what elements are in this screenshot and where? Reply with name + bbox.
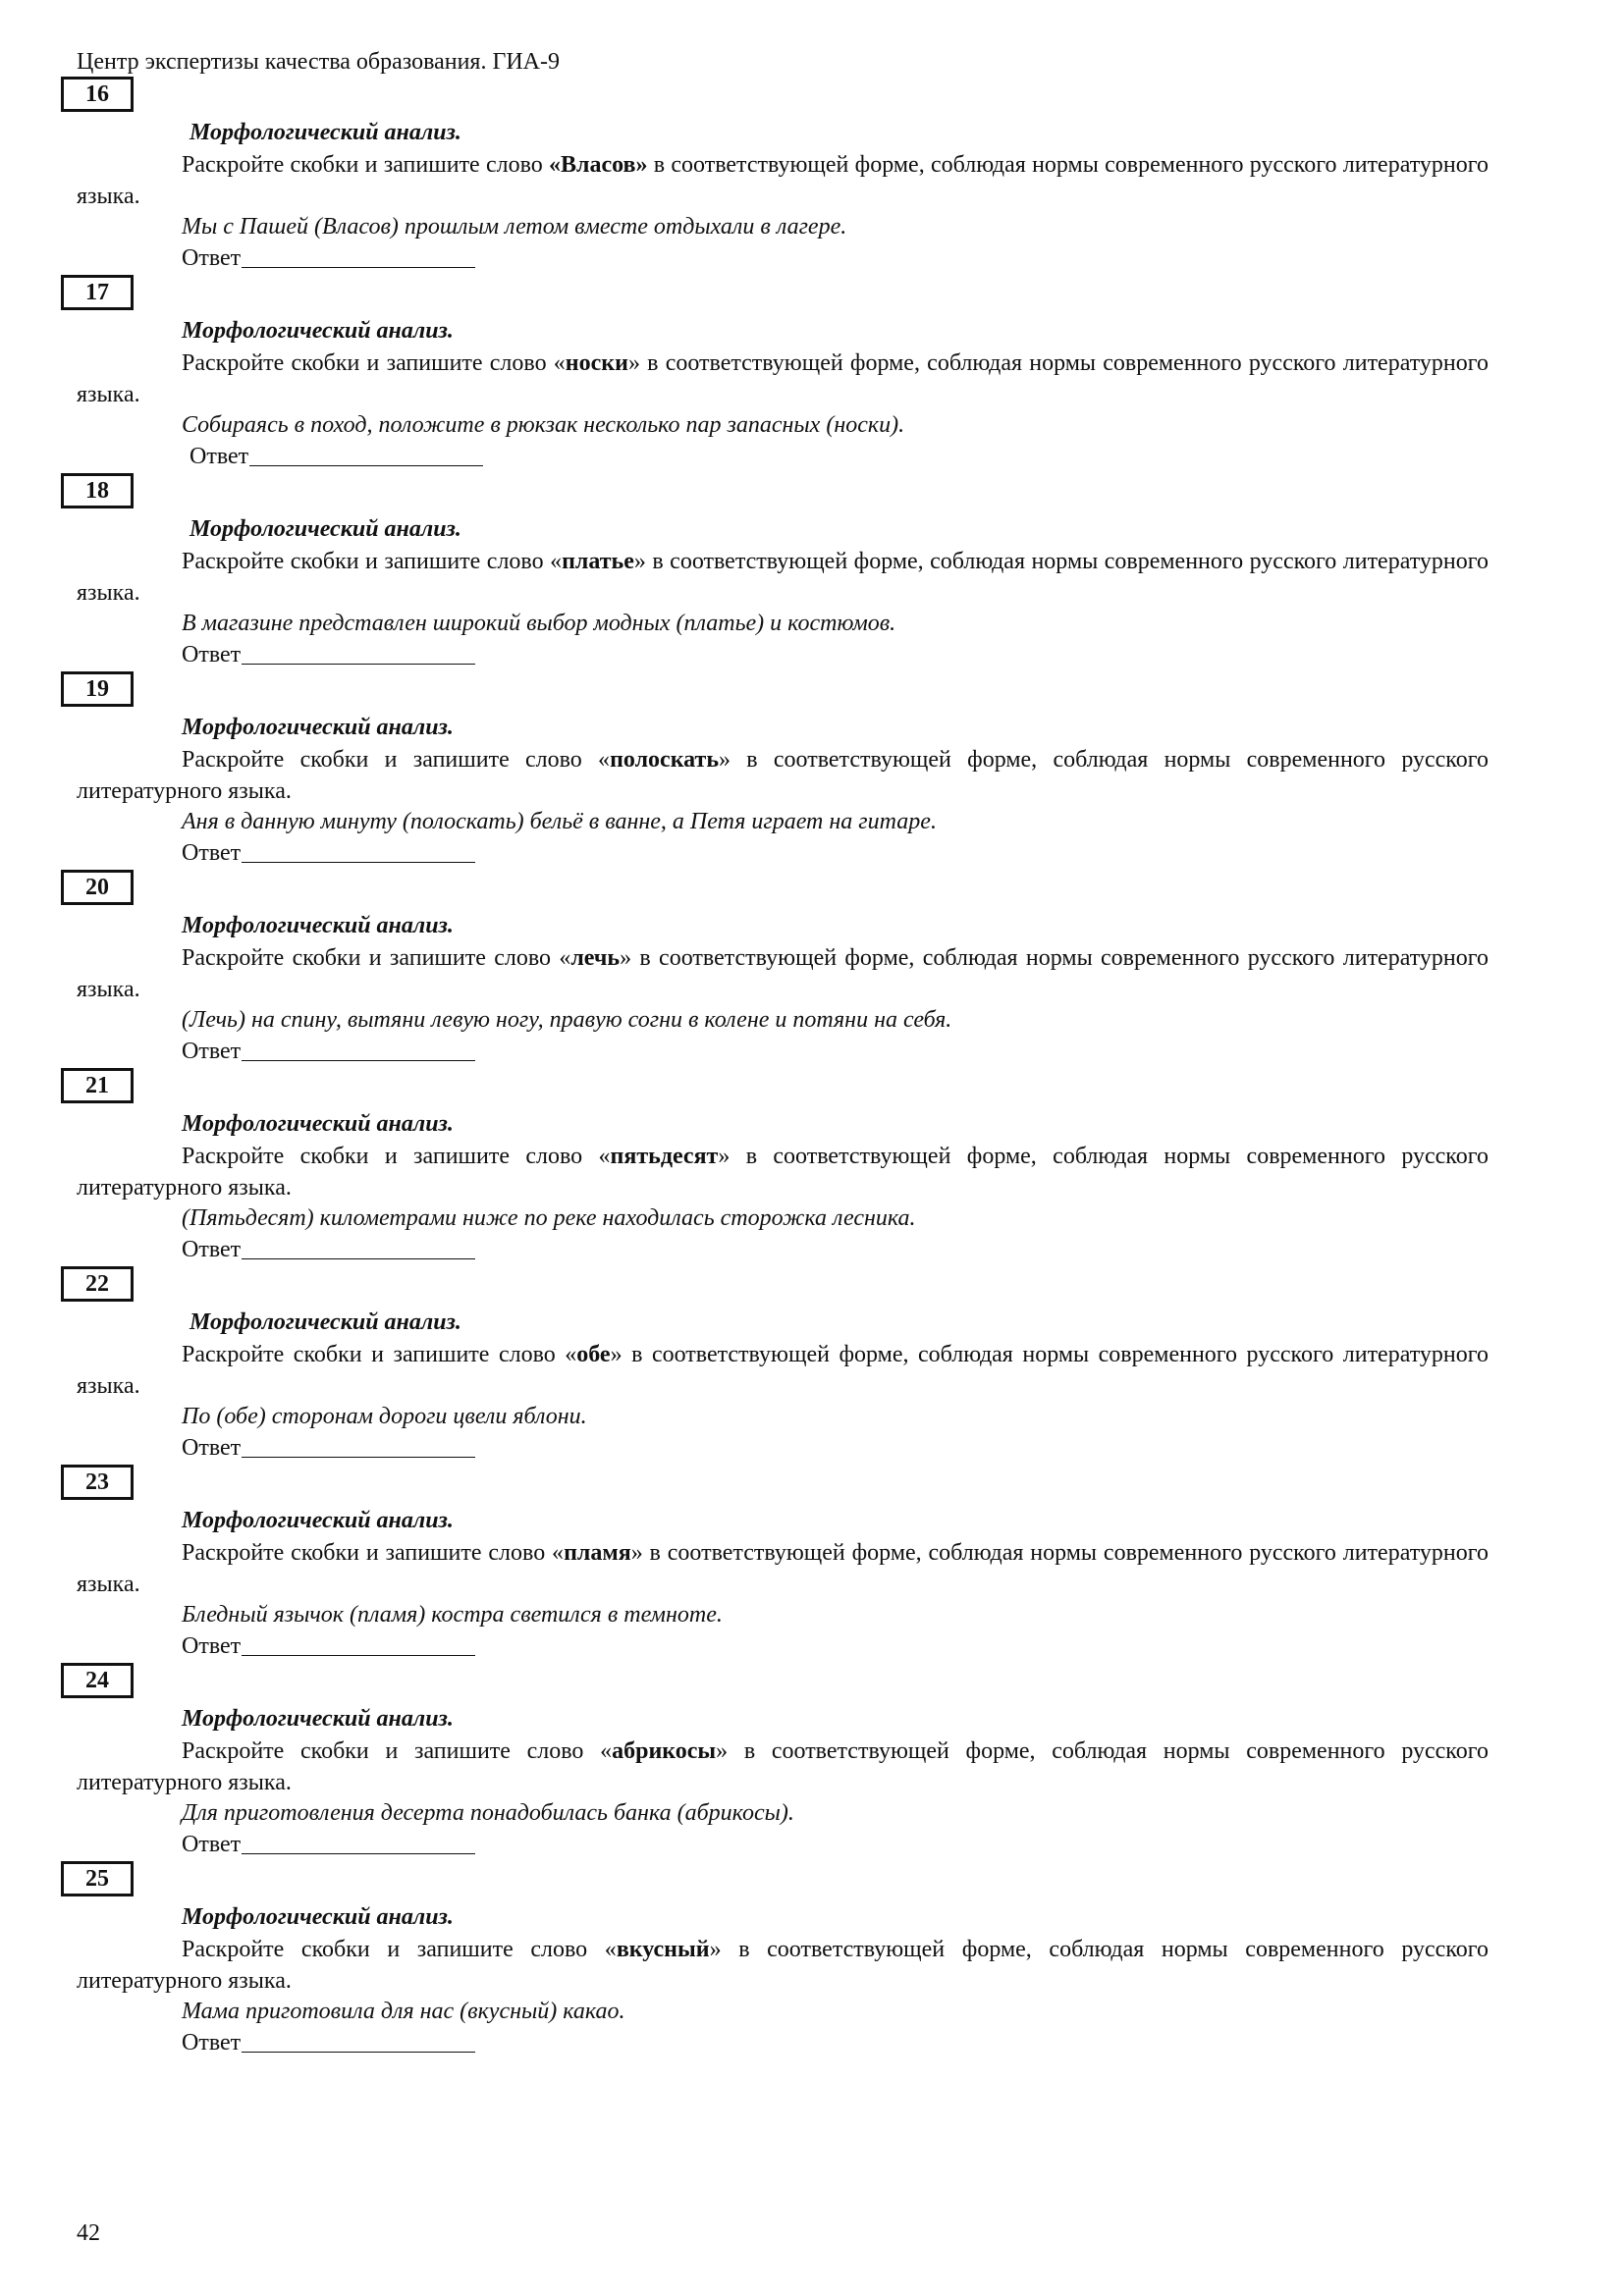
target-word: полоскать <box>610 747 720 773</box>
task-22 <box>0 1266 1624 1463</box>
task-example-sentence: Для приготовления десерта понадобилась банка (абрикосы). <box>182 1800 794 1826</box>
answer-row <box>182 2028 475 2057</box>
answer-label: Ответ <box>189 444 249 469</box>
task-example-sentence: (Лечь) на спину, вытяни левую ногу, правую согни в колене и потяни на себя. <box>182 1007 952 1033</box>
instruction-text: » в соответствующей форме, соблюдая нормы современного русского литературного языка. <box>77 549 1489 606</box>
answer-field[interactable] <box>242 640 475 665</box>
task-heading: Морфологический анализ. <box>182 1706 454 1732</box>
answer-field[interactable] <box>242 1235 475 1259</box>
task-heading: Морфологический анализ. <box>189 516 461 542</box>
task-number-box: 24 <box>61 1663 134 1698</box>
instruction-text: Раскройте скобки и запишите слово « <box>182 1144 611 1169</box>
target-word: обе <box>576 1342 611 1367</box>
task-19 <box>0 671 1624 868</box>
instruction-text: Раскройте скобки и запишите слово « <box>182 1540 565 1566</box>
task-number-box: 17 <box>61 275 134 310</box>
instruction-text: Раскройте скобки и запишите слово « <box>182 945 571 971</box>
task-heading: Морфологический анализ. <box>189 1309 461 1335</box>
task-instruction <box>77 347 1489 410</box>
target-word: абрикосы <box>612 1738 717 1764</box>
task-heading: Морфологический анализ. <box>189 120 461 145</box>
task-number-box: 21 <box>61 1068 134 1103</box>
answer-row <box>182 1830 475 1859</box>
task-example-sentence: Мы с Пашей (Власов) прошлым летом вместе отдыхали в лагере. <box>182 214 847 240</box>
task-heading: Морфологический анализ. <box>182 913 454 938</box>
answer-field[interactable] <box>242 1037 475 1061</box>
task-example-sentence: Бледный язычок (пламя) костра светился в темноте. <box>182 1602 723 1628</box>
task-instruction <box>77 546 1489 609</box>
answer-row <box>182 1037 475 1066</box>
task-17 <box>0 275 1624 471</box>
answer-label: Ответ <box>182 2030 242 2056</box>
answer-field[interactable] <box>242 243 475 268</box>
answer-row <box>182 1631 475 1661</box>
task-25 <box>0 1861 1624 2057</box>
task-instruction <box>77 942 1489 1005</box>
answer-row <box>189 442 483 471</box>
task-number-box: 23 <box>61 1465 134 1500</box>
answer-row <box>182 243 475 273</box>
target-word: пламя <box>564 1540 631 1566</box>
task-heading: Морфологический анализ. <box>182 715 454 740</box>
task-instruction <box>77 1735 1489 1798</box>
instruction-text: Раскройте скобки и запишите слово « <box>182 1342 577 1367</box>
task-number-box: 16 <box>61 77 134 112</box>
task-instruction <box>77 149 1489 212</box>
instruction-text: » в соответствующей форме, соблюдая нормы современного русского литературного языка. <box>77 1738 1489 1795</box>
answer-field[interactable] <box>242 2028 475 2053</box>
page-header: Центр экспертизы качества образования. ГИА-9 <box>77 49 560 75</box>
instruction-text: Раскройте скобки и запишите слово « <box>182 549 563 574</box>
instruction-text: Раскройте скобки и запишите слово « <box>182 350 566 376</box>
task-instruction <box>77 1537 1489 1600</box>
answer-label: Ответ <box>182 245 242 271</box>
answer-label: Ответ <box>182 1039 242 1064</box>
answer-field[interactable] <box>242 838 475 863</box>
task-number-box: 19 <box>61 671 134 707</box>
target-word: вкусный <box>616 1937 710 1962</box>
target-word: пятьдесят <box>610 1144 719 1169</box>
instruction-text: в соответствующей форме, соблюдая нормы современного русского литературного языка. <box>77 152 1489 209</box>
task-24 <box>0 1663 1624 1859</box>
task-21 <box>0 1068 1624 1264</box>
task-instruction <box>77 1141 1489 1203</box>
answer-label: Ответ <box>182 1633 242 1659</box>
task-instruction <box>77 744 1489 807</box>
instruction-text: » в соответствующей форме, соблюдая нормы современного русского литературного языка. <box>77 350 1489 407</box>
task-example-sentence: Мама приготовила для нас (вкусный) какао. <box>182 1999 625 2024</box>
answer-row <box>182 1235 475 1264</box>
task-20 <box>0 870 1624 1066</box>
answer-label: Ответ <box>182 1832 242 1857</box>
task-example-sentence: В магазине представлен широкий выбор модных (платье) и костюмов. <box>182 611 896 636</box>
task-16 <box>0 77 1624 273</box>
answer-label: Ответ <box>182 1237 242 1262</box>
task-instruction <box>77 1339 1489 1402</box>
target-word: платье <box>562 549 634 574</box>
answer-field[interactable] <box>249 442 483 466</box>
task-number-box: 22 <box>61 1266 134 1302</box>
instruction-text: » в соответствующей форме, соблюдая нормы современного русского литературного языка. <box>77 747 1489 804</box>
task-example-sentence: Аня в данную минуту (полоскать) бельё в ванне, а Петя играет на гитаре. <box>182 809 937 834</box>
answer-label: Ответ <box>182 1435 242 1461</box>
task-heading: Морфологический анализ. <box>182 1111 454 1137</box>
task-heading: Морфологический анализ. <box>182 1508 454 1533</box>
answer-row <box>182 838 475 868</box>
instruction-text: Раскройте скобки и запишите слово « <box>182 747 611 773</box>
instruction-text: Раскройте скобки и запишите слово « <box>182 1738 613 1764</box>
instruction-text: » в соответствующей форме, соблюдая нормы современного русского литературного языка. <box>77 1144 1489 1201</box>
answer-label: Ответ <box>182 642 242 667</box>
target-word: лечь <box>570 945 621 971</box>
instruction-text: » в соответствующей форме, соблюдая нормы современного русского литературного языка. <box>77 945 1489 1002</box>
answer-label: Ответ <box>182 840 242 866</box>
instruction-text: » в соответствующей форме, соблюдая нормы современного русского литературного языка. <box>77 1540 1489 1597</box>
answer-field[interactable] <box>242 1830 475 1854</box>
answer-row <box>182 640 475 669</box>
page-number: 42 <box>77 2220 100 2246</box>
answer-field[interactable] <box>242 1631 475 1656</box>
target-word: «Власов» <box>549 152 648 178</box>
answer-row <box>182 1433 475 1463</box>
task-number-box: 20 <box>61 870 134 905</box>
instruction-text: Раскройте скобки и запишите слово « <box>182 1937 617 1962</box>
target-word: носки <box>565 350 628 376</box>
instruction-text: » в соответствующей форме, соблюдая нормы современного русского литературного языка. <box>77 1937 1489 1994</box>
task-heading: Морфологический анализ. <box>182 1904 454 1930</box>
instruction-text: » в соответствующей форме, соблюдая нормы современного русского литературного языка. <box>77 1342 1489 1399</box>
task-example-sentence: По (обе) сторонам дороги цвели яблони. <box>182 1404 587 1429</box>
instruction-text: Раскройте скобки и запишите слово <box>182 152 550 178</box>
task-number-box: 25 <box>61 1861 134 1896</box>
task-18 <box>0 473 1624 669</box>
task-instruction <box>77 1934 1489 1997</box>
task-heading: Морфологический анализ. <box>182 318 454 344</box>
task-example-sentence: Собираясь в поход, положите в рюкзак несколько пар запасных (носки). <box>182 412 905 438</box>
task-23 <box>0 1465 1624 1661</box>
task-number-box: 18 <box>61 473 134 508</box>
answer-field[interactable] <box>242 1433 475 1458</box>
task-example-sentence: (Пятьдесят) километрами ниже по реке находилась сторожка лесника. <box>182 1205 916 1231</box>
